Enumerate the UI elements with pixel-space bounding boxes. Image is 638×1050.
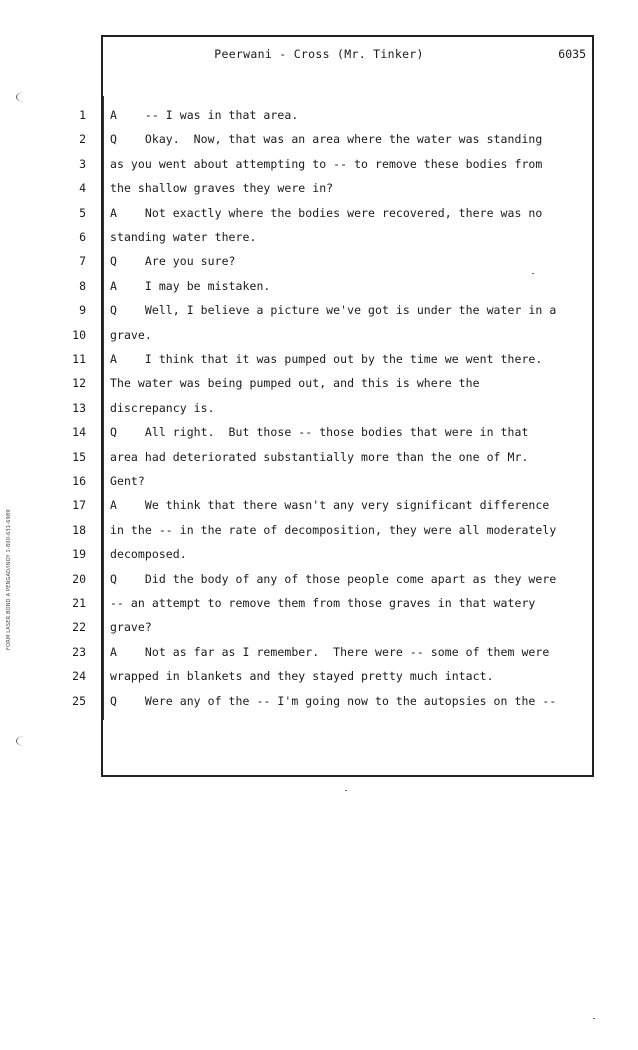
line-number: 20 xyxy=(72,571,86,586)
transcript-line: area had deteriorated substantially more than the one of Mr. xyxy=(110,449,529,464)
line-number: 8 xyxy=(79,278,86,293)
transcript-line: A -- I was in that area. xyxy=(110,108,299,122)
transcript-line: A Not as far as I remember. There were -- some of them were xyxy=(110,644,550,659)
transcript-line: -- an attempt to remove them from those graves in that watery xyxy=(110,596,536,610)
line-number: 6 xyxy=(79,230,86,244)
transcript-line: Q Are you sure? xyxy=(110,254,236,269)
line-number: 1 xyxy=(79,108,86,122)
line-number: 11 xyxy=(72,352,86,366)
line-number: 23 xyxy=(72,644,86,659)
transcript-line: grave. xyxy=(110,327,152,342)
scan-speck xyxy=(532,273,534,274)
line-number: 25 xyxy=(72,693,86,708)
line-number: 7 xyxy=(79,254,86,269)
transcript-line: Q Well, I believe a picture we've got is under the water in a xyxy=(110,303,557,318)
transcript-line: A We think that there wasn't any very significant difference xyxy=(110,498,550,513)
line-number-rule xyxy=(103,96,104,720)
transcript-line: standing water there. xyxy=(110,230,257,244)
page-header-title: Peerwani - Cross (Mr. Tinker) xyxy=(214,47,424,61)
line-number: 18 xyxy=(72,522,86,537)
line-number: 19 xyxy=(72,547,86,562)
line-number: 16 xyxy=(72,474,86,488)
transcript-line: Q Did the body of any of those people come apart as they were xyxy=(110,571,557,586)
transcript-line: Q Were any of the -- I'm going now to the autopsies on the -- xyxy=(110,693,557,708)
page-number: 6035 xyxy=(558,47,586,61)
transcript-line: The water was being pumped out, and this is where the xyxy=(110,376,480,391)
line-number: 15 xyxy=(72,449,86,464)
line-number: 10 xyxy=(72,327,86,342)
transcript-line: Q Okay. Now, that was an area where the water was standing xyxy=(110,132,543,147)
form-stamp-text: FORM LASER BOND A PENGAD/INDY 1-800-631-6989 xyxy=(6,509,12,650)
transcript-line: in the -- in the rate of decomposition, they were all moderately xyxy=(110,522,557,537)
line-number: 4 xyxy=(79,181,86,196)
line-number: 12 xyxy=(72,376,86,391)
transcript-line: A I think that it was pumped out by the time we went there. xyxy=(110,352,543,366)
transcript-line: the shallow graves they were in? xyxy=(110,181,334,196)
line-number: 13 xyxy=(72,400,86,415)
line-number: 22 xyxy=(72,620,86,635)
transcript-line: A I may be mistaken. xyxy=(110,278,271,293)
margin-mark xyxy=(16,92,33,102)
transcript-line: wrapped in blankets and they stayed pretty much intact. xyxy=(110,669,494,684)
transcript-line: discrepancy is. xyxy=(110,400,215,415)
line-number: 17 xyxy=(72,498,86,513)
transcript-line: Gent? xyxy=(110,474,145,488)
transcript-line: grave? xyxy=(110,620,152,635)
transcript-line: A Not exactly where the bodies were recovered, there was no xyxy=(110,205,543,220)
line-number: 5 xyxy=(79,205,86,220)
transcript-line: as you went about attempting to -- to remove these bodies from xyxy=(110,156,543,171)
margin-mark xyxy=(16,736,33,746)
scan-speck xyxy=(593,1018,595,1019)
line-number: 14 xyxy=(72,425,86,440)
scan-speck xyxy=(345,790,347,791)
line-number: 21 xyxy=(72,596,86,610)
transcript-line: Q All right. But those -- those bodies that were in that xyxy=(110,425,529,440)
line-number: 9 xyxy=(79,303,86,318)
transcript-line: decomposed. xyxy=(110,547,187,562)
line-number: 2 xyxy=(79,132,86,147)
line-number: 24 xyxy=(72,669,86,684)
line-number: 3 xyxy=(79,156,86,171)
